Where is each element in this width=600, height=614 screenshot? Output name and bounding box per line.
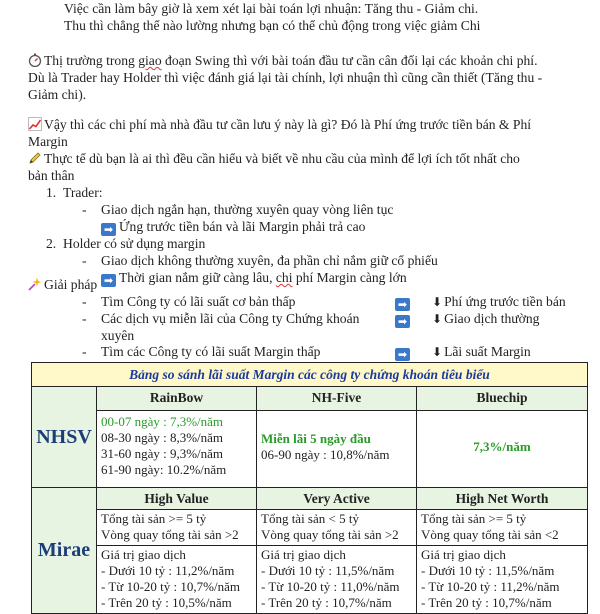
result-line <box>395 343 413 361</box>
bullet-item: - <box>82 202 87 217</box>
result-line: ⬇ Lãi suất Margin <box>432 344 531 359</box>
text-line: Giảm chi). <box>28 87 87 102</box>
list-item: 2. Holder có sử dụng margin <box>46 236 206 251</box>
bullet-item: - <box>82 294 87 309</box>
bullet-item: - <box>82 311 87 326</box>
right-arrow-icon: ➡ <box>395 348 410 361</box>
bank-nhsv: NHSV <box>32 387 97 488</box>
solutions-header: Giải pháp <box>28 276 97 293</box>
bullet-item: - <box>82 344 87 359</box>
right-arrow-icon: ➡ <box>395 315 410 328</box>
result-line: ➡ Thời gian nắm giữ càng lâu, chi phí Margin càng lớn <box>101 269 407 287</box>
paragraph-costs: Vậy thì các chi phí mà nhà đầu tư cần lưu ý này là gì? Đó là Phí ứng trước tiền bán & Phí <box>28 116 531 133</box>
pencil-icon <box>28 151 42 165</box>
package-header: RainBow <box>97 387 257 411</box>
result-line: ⬇ Phí ứng trước tiền bán <box>432 294 566 309</box>
rate-cell: Giá trị giao dịch - Dưới 10 tỷ : 11,5%/năm - Từ 10-20 tỷ : 11,0%/năm - Trên 20 tỷ : 10,7%/năm <box>257 546 417 613</box>
package-header: Very Active <box>257 488 417 510</box>
sparkles-icon <box>28 277 42 291</box>
paragraph-needs: Thực tế dù bạn là ai thì đều cần hiểu và biết về nhu cầu của mình để lợi ích tốt nhất cho <box>28 150 520 167</box>
down-arrow-icon: ⬇ <box>432 345 443 359</box>
result-line: ⬇ Giao dịch thường <box>432 311 540 326</box>
nhfive-rates: Miễn lãi 5 ngày đầu 06-90 ngày : 10,8%/năm <box>257 411 417 488</box>
rainbow-rates: 00-07 ngày : 7,3%/năm 08-30 ngày : 8,3%/năm 31-60 ngày : 9,3%/năm 61-90 ngày: 10.2%/năm <box>97 411 257 488</box>
result-line: ➡ Ứng trước tiền bán và lãi Margin phải trả cao <box>101 218 365 236</box>
bullet-item: - <box>82 253 87 268</box>
package-header: High Net Worth <box>417 488 587 510</box>
text-line: bản thân <box>28 168 75 183</box>
rate-cell: Giá trị giao dịch - Dưới 10 tỷ : 11,5%/năm - Từ 10-20 tỷ : 11,2%/năm - Trên 20 tỷ : 10,7%/năm <box>421 547 560 610</box>
table-title: Bảng so sánh lãi suất Margin các công ty chứng khoán tiêu biểu <box>32 363 587 387</box>
condition-cell: Tổng tài sản < 5 tỷ Vòng quay tổng tài sản >2 <box>257 510 417 546</box>
comparison-table <box>31 362 588 614</box>
text-line: Dù là Trader hay Holder thì việc đánh giá lại tài chính, lợi nhuận thì cũng cần thiết (Tăng thu - <box>28 70 543 85</box>
bluechip-rate: 7,3%/năm <box>417 411 587 488</box>
text-line: Thu thì chẳng thể nào lường nhưng bạn có thể chủ động trong việc giảm Chi <box>64 18 481 33</box>
package-header: High Value <box>97 488 257 510</box>
result-line <box>395 293 413 311</box>
text-line: Việc cần làm bây giờ là xem xét lại bài toán lợi nhuận: Tăng thu - Giảm chi. <box>64 1 479 16</box>
chart-increasing-icon <box>28 117 42 131</box>
stopwatch-icon <box>28 53 42 67</box>
text-line: xuyên <box>101 328 135 343</box>
text-line: Giao dịch ngắn hạn, thường xuyên quay vòng liên tục <box>101 202 394 217</box>
list-item: 1. Trader: <box>46 185 103 200</box>
text-line: Giao dịch không thường xuyên, đa phần chỉ nắm giữ cổ phiếu <box>101 253 438 268</box>
text-line: Tìm Công ty có lãi suất cơ bản thấp <box>101 294 296 309</box>
down-arrow-icon: ⬇ <box>432 312 443 326</box>
text-line: Margin <box>28 134 68 149</box>
down-arrow-icon: ⬇ <box>432 295 443 309</box>
package-header: NH-Five <box>257 387 417 411</box>
paragraph-swing: Thị trường trong giao đoạn Swing thì với bài toán đầu tư cần cân đối lại các khoản chi phí. <box>28 52 537 69</box>
right-arrow-icon: ➡ <box>101 274 116 287</box>
result-line <box>395 310 413 328</box>
right-arrow-icon: ➡ <box>395 298 410 311</box>
rate-cell: Giá trị giao dịch - Dưới 10 tỷ : 11,2%/năm - Từ 10-20 tỷ : 10,7%/năm - Trên 20 tỷ : 10,5%/năm <box>97 546 257 613</box>
condition-cell: Tổng tài sản >= 5 tỷ Vòng quay tổng tài sản >2 <box>97 510 257 546</box>
package-header: Bluechip <box>417 387 587 411</box>
right-arrow-icon: ➡ <box>101 223 116 236</box>
text-line: Tìm các Công ty có lãi suất Margin thấp <box>101 344 321 359</box>
text-line: Các dịch vụ miễn lãi của Công ty Chứng khoán <box>101 311 360 326</box>
condition-cell: Tổng tài sản >= 5 tỷ Vòng quay tổng tài sản <2 <box>417 510 587 546</box>
bank-mirae: Mirae <box>32 488 97 613</box>
